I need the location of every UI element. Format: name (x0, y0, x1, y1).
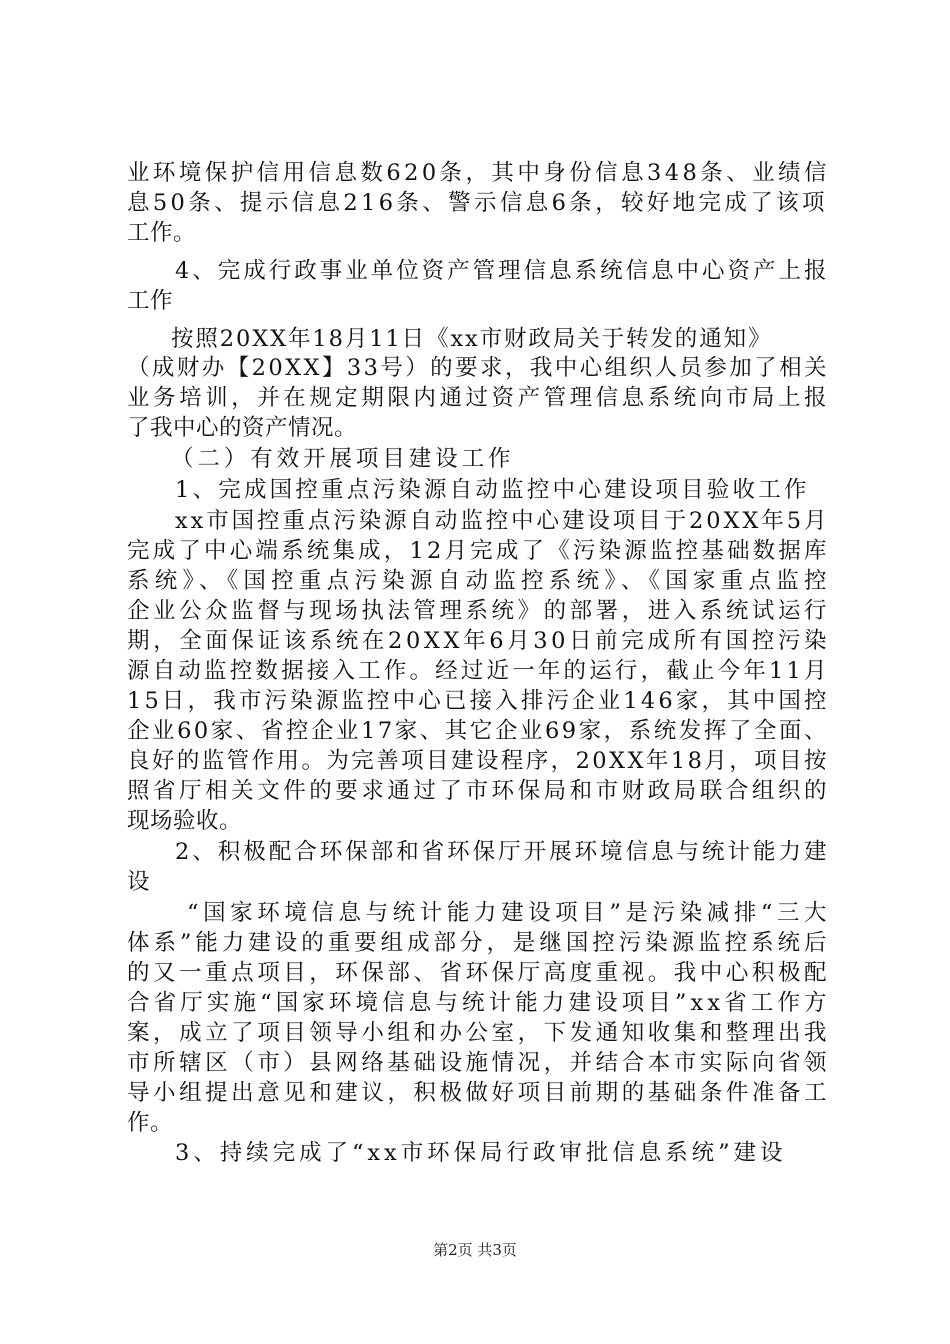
text-line: 良好的监管作用。为完善项目建设程序，20XX年18月，项目按 (127, 748, 829, 774)
text-line: 了我中心的资产情况。 (127, 415, 358, 441)
text-line: 完成了中心端系统集成，12月完成了《污染源监控基础数据库 (127, 538, 830, 564)
text-line: 15日，我市污染源监控中心已接入排污企业146家，其中国控 (127, 688, 830, 714)
text-line: xx市国控重点污染源自动监控中心建设项目于20XX年5月 (175, 508, 830, 534)
text-line: 市所辖区（市）县网络基础设施情况，并结合本市实际向省领 (127, 1050, 831, 1076)
text-line: 1、完成国控重点污染源自动监控中心建设项目验收工作 (175, 477, 810, 503)
text-line: 业环境保护信用信息数620条，其中身份信息348条、业绩信 (127, 160, 830, 186)
text-line: 4、完成行政事业单位资产管理信息系统信息中心资产上报 (175, 258, 830, 284)
text-line: （二）有效开展项目建设工作 (171, 446, 515, 472)
text-line: 工作。 (127, 220, 197, 246)
text-line: 息50条、提示信息216条、警示信息6条，较好地完成了该项 (127, 190, 828, 216)
text-line: 企业公众监督与现场执法管理系统》的部署，进入系统试运行 (127, 598, 831, 624)
text-line: 导小组提出意见和建议，积极做好项目前期的基础条件准备工 (127, 1080, 831, 1106)
text-line: 体系”能力建设的重要组成部分，是继国控污染源监控系统后 (127, 930, 831, 956)
text-line: 企业60家、省控企业17家、其它企业69家，系统发挥了全面、 (127, 718, 830, 744)
text-line: 系统》、《国控重点污染源自动监控系统》、《国家重点监控 (127, 568, 832, 594)
text-line: 合省厅实施“国家环境信息与统计能力建设项目”xx省工作方 (127, 990, 831, 1016)
text-line: 设 (127, 869, 151, 895)
text-line: 的又一重点项目，环保部、省环保厅高度重视。我中心积极配 (127, 960, 831, 986)
text-line: 源自动监控数据接入工作。经过近一年的运行，截止今年11月 (127, 658, 830, 684)
text-line: 3、持续完成了“xx市环保局行政审批信息系统”建设 (175, 1140, 787, 1166)
text-line: 按照20XX年18月11日《xx市财政局关于转发的通知》 (171, 326, 773, 352)
text-line: 案，成立了项目领导小组和办公室，下发通知收集和整理出我 (127, 1020, 831, 1046)
page-footer: 第2页 共3页 (433, 1241, 517, 1259)
text-line: “国家环境信息与统计能力建设项目”是污染减排“三大 (187, 900, 832, 926)
text-line: 现场验收。 (127, 808, 243, 834)
text-line: （成财办【20XX】33号）的要求，我中心组织人员参加了相关 (127, 355, 829, 381)
text-line: 作。 (127, 1110, 174, 1136)
text-line: 2、积极配合环保部和省环保厅开展环境信息与统计能力建 (175, 839, 830, 865)
text-line: 工作 (127, 288, 174, 314)
text-line: 业务培训，并在规定期限内通过资产管理信息系统向市局上报 (127, 385, 831, 411)
text-line: 照省厅相关文件的要求通过了市环保局和市财政局联合组织的 (127, 778, 831, 804)
text-line: 期，全面保证该系统在20XX年6月30日前完成所有国控污染 (127, 628, 831, 654)
